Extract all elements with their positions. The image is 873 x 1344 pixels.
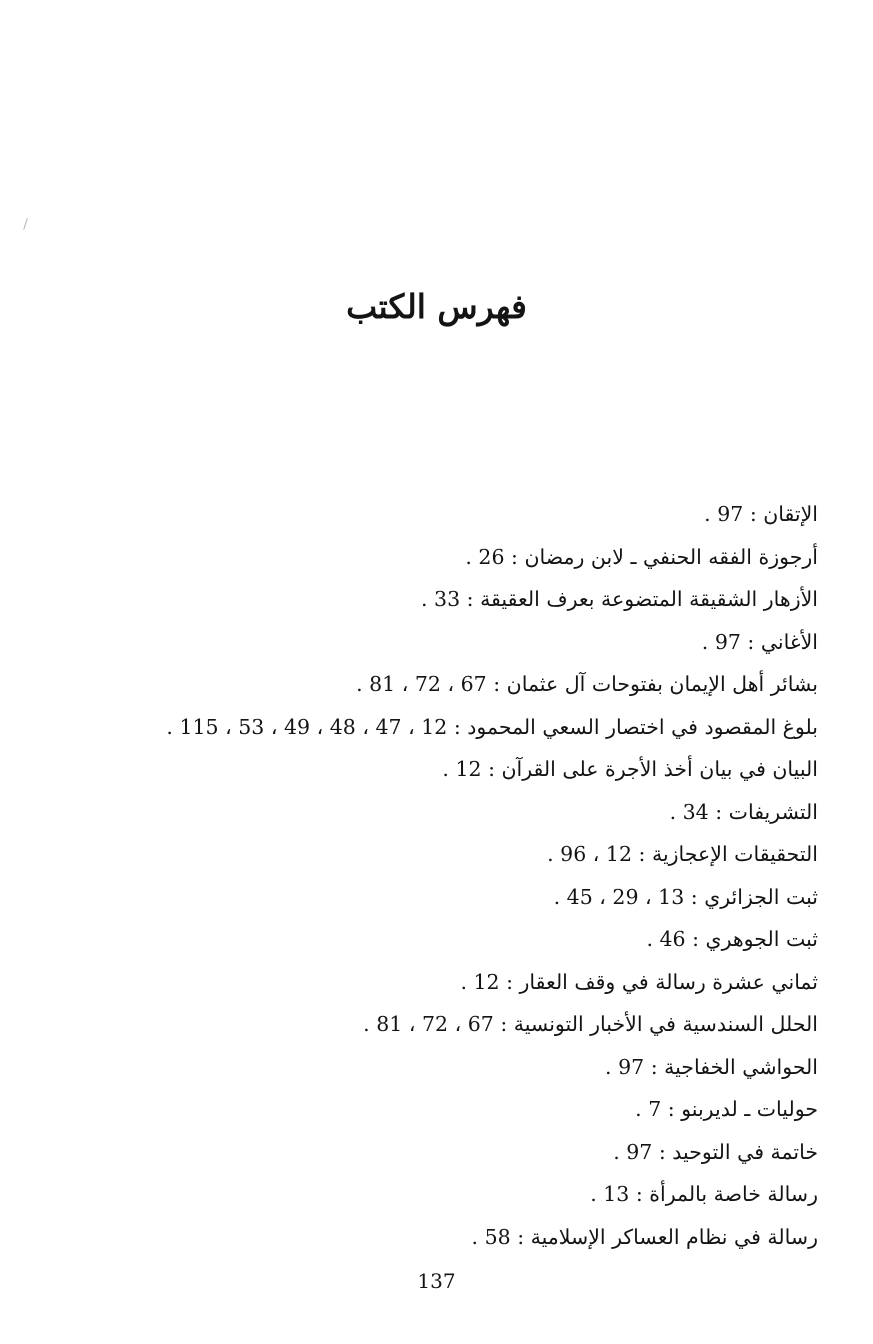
index-entry: بلوغ المقصود في اختصار السعي المحمود : 12 ، 47 ، 48 ، 49 ، 53 ، 115 . [166, 714, 818, 739]
index-entry: ثماني عشرة رسالة في وقف العقار : 12 . [460, 969, 818, 994]
index-entry: رسالة خاصة بالمرأة : 13 . [590, 1182, 818, 1206]
index-entry: الإتقان : 97 . [704, 502, 818, 526]
index-entry: أرجوزة الفقه الحنفي ـ لابن رمضان : 26 . [465, 544, 818, 569]
index-entry: خاتمة في التوحيد : 97 . [613, 1139, 818, 1164]
index-entry: رسالة في نظام العساكر الإسلامية : 58 . [471, 1224, 818, 1249]
index-entry: التحقيقات الإعجازية : 12 ، 96 . [547, 842, 818, 866]
index-entry: الأزهار الشقيقة المتضوعة بعرف العقيقة : 33 . [420, 587, 818, 611]
index-entry: الحلل السندسية في الأخبار التونسية : 67 ، 72 ، 81 . [363, 1012, 818, 1036]
index-entry: التشريفات : 34 . [669, 799, 818, 824]
index-entry: الأغاني : 97 . [701, 629, 818, 654]
index-entry: ثبت الجوهري : 46 . [646, 927, 818, 951]
scan-speck [23, 218, 28, 230]
index-entry: الحواشي الخفاجية : 97 . [605, 1054, 818, 1079]
index-entry: حوليات ـ لديربنو : 7 . [635, 1097, 818, 1121]
book-index-list [58, 493, 818, 1258]
page-number: 137 [417, 1269, 456, 1293]
index-entry: ثبت الجزائري : 13 ، 29 ، 45 . [553, 884, 818, 909]
index-entry: بشائر أهل الإيمان بفتوحات آل عثمان : 67 ، 72 ، 81 . [356, 672, 818, 696]
index-entry: البيان في بيان أخذ الأجرة على القرآن : 12 . [442, 757, 818, 781]
page-title: فهرس الكتب [346, 287, 527, 326]
